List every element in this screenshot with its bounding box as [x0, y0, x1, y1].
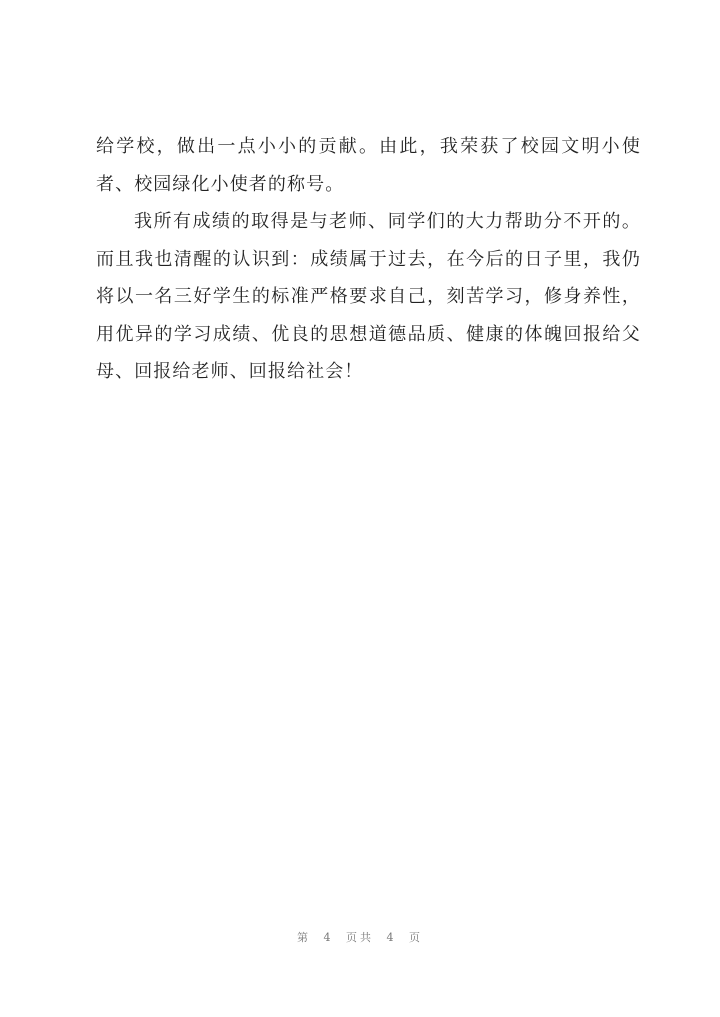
- paragraph-achievements: 我所有成绩的取得是与老师、同学们的大力帮助分不开的。而且我也清醒的认识到：成绩属于过去，在今后的日子里，我仍将以一名三好学生的标准严格要求自己，刻苦学习，修身养性，用优异的学习成绩、优良的思想道德品质、健康的体魄回报给父母、回报给老师、回报给社会！: [96, 211, 641, 382]
- paragraph-continuation: 给学校，做出一点小小的贡献。由此，我荣获了校园文明小使者、校园绿化小使者的称号。: [96, 136, 641, 195]
- document-body: [96, 128, 641, 391]
- page-number-footer: 第 4 页共 4 页: [297, 931, 423, 944]
